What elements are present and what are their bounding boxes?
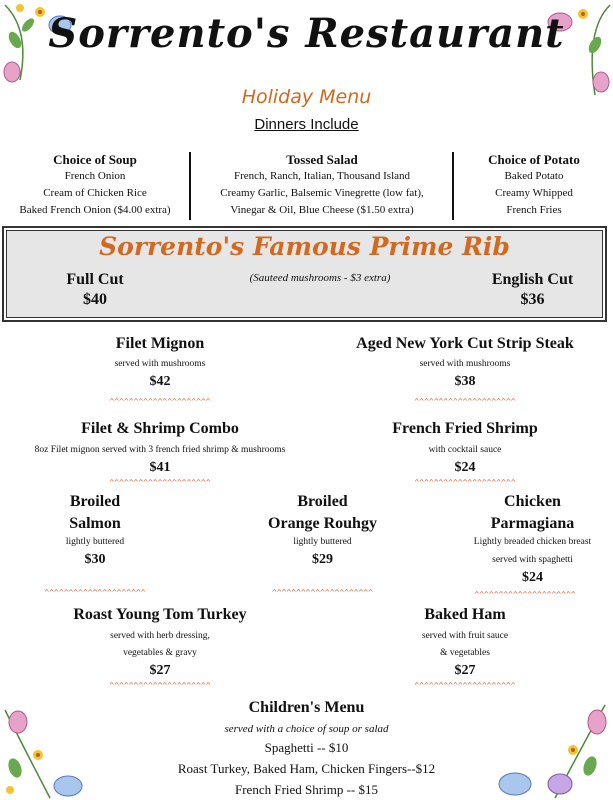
soup-column <box>0 152 190 219</box>
entree-desc: served with herb dressing, <box>110 631 210 641</box>
entree-name: Parmagiana <box>490 515 575 532</box>
entree-name: Orange Rouhgy <box>268 515 377 532</box>
english-cut-price: $36 <box>520 291 545 308</box>
entree-price: $41 <box>149 460 171 475</box>
caret-divider: ^^^^^^^^^^^^^^^^^^^^^ <box>109 397 211 406</box>
entree-desc: served with mushrooms <box>419 359 511 369</box>
entree-price: $27 <box>149 663 171 678</box>
caret-divider: ^^^^^^^^^^^^^^^^^^^^^ <box>474 590 576 599</box>
entree-name: Baked Ham <box>424 606 506 623</box>
childrens-menu-item: French Fried Shrimp -- $15 <box>235 782 378 797</box>
entree-name: Broiled <box>297 493 348 510</box>
salad-item: Vinegar & Oil, Blue Cheese ($1.50 extra) <box>230 204 414 216</box>
soup-heading: Choice of Soup <box>53 152 137 167</box>
potato-heading: Choice of Potato <box>488 152 580 167</box>
entree-price: $42 <box>149 374 171 389</box>
entree-name: Salmon <box>69 515 121 532</box>
potato-item: Creamy Whipped <box>495 187 573 199</box>
entree-price: $24 <box>522 570 543 585</box>
caret-divider: ^^^^^^^^^^^^^^^^^^^^^ <box>44 588 146 597</box>
caret-divider: ^^^^^^^^^^^^^^^^^^^^^ <box>414 681 516 690</box>
salad-column <box>192 152 452 219</box>
entree-desc: 8oz Filet mignon served with 3 french fried shrimp & mushrooms <box>34 445 286 455</box>
full-cut-label: Full Cut <box>66 271 124 288</box>
entree-name: Roast Young Tom Turkey <box>73 606 247 623</box>
dinners-include-heading: Dinners Include <box>254 116 359 133</box>
caret-divider: ^^^^^^^^^^^^^^^^^^^^^ <box>414 478 516 487</box>
salad-item: Creamy Garlic, Balsemic Vinegrette (low fat), <box>220 187 424 199</box>
caret-divider: ^^^^^^^^^^^^^^^^^^^^^ <box>109 681 211 690</box>
entree-desc: served with fruit sauce <box>421 631 509 641</box>
column-divider <box>452 152 454 220</box>
childrens-menu-note: served with a choice of soup or salad <box>224 723 389 735</box>
entree-desc: vegetables & gravy <box>123 648 197 658</box>
caret-divider: ^^^^^^^^^^^^^^^^^^^^^ <box>271 588 374 597</box>
entree-name: Chicken <box>504 493 561 510</box>
entree-name: Aged New York Cut Strip Steak <box>356 335 574 352</box>
entree-desc: served with spaghetti <box>492 555 573 565</box>
restaurant-title: Sorrento's Restaurant <box>48 10 565 57</box>
entree-name: Filet Mignon <box>115 335 205 352</box>
childrens-menu-item: Roast Turkey, Baked Ham, Chicken Fingers--$12 <box>177 761 436 776</box>
prime-rib-title: Sorrento's Famous Prime Rib <box>99 232 510 261</box>
full-cut-price: $40 <box>83 291 107 308</box>
column-divider <box>189 152 191 220</box>
soup-item: French Onion <box>64 170 126 182</box>
english-cut-label: English Cut <box>491 271 574 288</box>
entree-desc: lightly buttered <box>65 537 125 547</box>
entree-price: $38 <box>454 374 476 389</box>
salad-item: French, Ranch, Italian, Thousand Island <box>233 170 411 182</box>
entree-name: Filet & Shrimp Combo <box>81 420 239 437</box>
childrens-menu-item: Spaghetti -- $10 <box>264 740 349 755</box>
potato-item: Baked Potato <box>504 170 564 182</box>
entree-name: French Fried Shrimp <box>392 420 538 437</box>
soup-item: Cream of Chicken Rice <box>43 187 147 199</box>
entree-desc: & vegetables <box>440 648 490 658</box>
childrens-menu-heading: Children's Menu <box>248 699 365 716</box>
potato-column <box>455 152 613 219</box>
caret-divider: ^^^^^^^^^^^^^^^^^^^^^ <box>414 397 516 406</box>
entree-desc: with cocktail sauce <box>428 445 502 455</box>
entree-price: $24 <box>454 460 476 475</box>
holiday-menu-subtitle: Holiday Menu <box>241 86 372 108</box>
salad-heading: Tossed Salad <box>286 152 358 167</box>
entree-price: $30 <box>84 552 106 567</box>
potato-item: French Fries <box>506 204 562 216</box>
caret-divider: ^^^^^^^^^^^^^^^^^^^^^ <box>109 478 211 487</box>
entree-desc: served with mushrooms <box>114 359 206 369</box>
entree-desc: Lightly breaded chicken breast <box>473 537 592 547</box>
entree-price: $29 <box>312 552 333 567</box>
prime-rib-note: (Sauteed mushrooms - $3 extra) <box>249 272 391 284</box>
entree-name: Broiled <box>69 493 121 510</box>
entree-price: $27 <box>454 663 476 678</box>
soup-item: Baked French Onion ($4.00 extra) <box>19 204 171 216</box>
entree-desc: lightly buttered <box>293 537 352 547</box>
